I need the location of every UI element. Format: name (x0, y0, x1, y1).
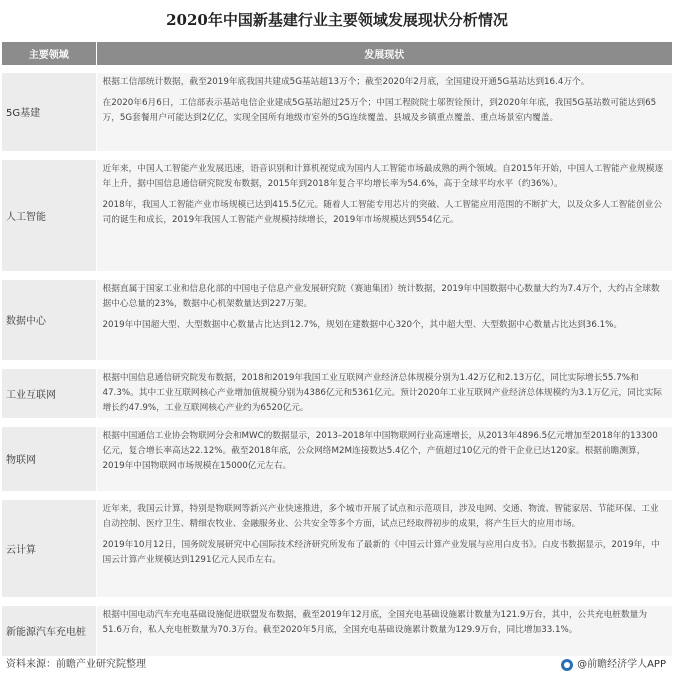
table-row (2, 160, 672, 272)
row-status (96, 500, 672, 598)
row-domain: 云计算 (2, 500, 96, 598)
brand-label: @前瞻经济学人APP (577, 659, 666, 670)
status-paragraph: 2019年中国超大型、大型数据中心数量占比达到12.7%，规划在建数据中心320个，其中超大型、大型数据中心数量占比达到36.1%。 (102, 320, 623, 330)
status-paragraph: 根据工信部统计数据，截至2019年底我国共建成5G基站超13万个；截至2020年2月底，全国建设开通5G基站达到16.4万个。 (102, 77, 590, 87)
row-domain: 人工智能 (2, 160, 96, 272)
row-domain: 5G基建 (2, 73, 96, 151)
row-domain: 新能源汽车充电桩 (2, 606, 96, 656)
status-paragraph: 近年来，我国云计算，特别是物联网等新兴产业快速推进，多个城市开展了试点和示范项目，涉及电网、交通、物流、智能家居、节能环保、工业自动控制、医疗卫生、精细农牧业、金融服务业、公共安全等多个方面，试点已经取得初步的成果，将产生巨大的应用市场。 (102, 503, 659, 529)
row-status (96, 160, 672, 272)
status-paragraph: 近年来，中国人工智能产业发展迅速，语音识别和计算机视觉成为国内人工智能市场最成熟的两个领域。自2015年开始，中国人工智能产业规模逐年上升，据中国信息通信研究院发布数据，2015年到2018年复合平均增长率为54.6%，高于全球平均水平（约36%）。 (102, 163, 664, 189)
row-domain: 物联网 (2, 427, 96, 491)
status-paragraph: 根据直属于国家工业和信息化部的中国电子信息产业发展研究院（赛迪集团）统计数据，2019年中国数据中心数量大约为7.4万个，大约占全球数据中心总量的23%，数据中心机架数量达到227万架。 (102, 284, 660, 309)
table-row (2, 280, 672, 360)
row-status (96, 280, 672, 360)
row-status (96, 369, 672, 419)
row-domain: 工业互联网 (2, 369, 96, 419)
row-status (96, 73, 672, 151)
brand-credit (561, 656, 666, 674)
table-row (2, 427, 672, 491)
status-paragraph: 在2020年6月6日，工信部表示基站电信企业建成5G基站超过25万个；中国工程院院士邬贺铨预计，到2020年年底，我国5G基站数可能达到65万，5G套餐用户可能达到2亿亿，实现全国所有地级市室外的5G连续覆盖、县城及乡镇重点覆盖、重点场景室内覆盖。 (102, 98, 657, 123)
row-domain: 数据中心 (2, 280, 96, 360)
status-table (2, 42, 672, 657)
status-paragraph: 2018年，我国人工智能产业市场规模已达到415.5亿元。随着人工智能专用芯片的突破、人工智能应用范围的不断扩大，以及众多人工智能创业公司的诞生和成长，2019年我国人工智能产业规模持续增长，2019年市场规模达到554亿元。 (102, 199, 663, 225)
table-row (2, 606, 672, 656)
status-paragraph: 根据中国通信工业协会物联网分会和MWC的数据显示，2013–2018年中国物联网行业高速增长，从2013年4896.5亿元增加至2018年的13300亿元，复合增长率高达22.12%。截至2018年底，公众网络M2M连接数达5.4亿个，产值超过10亿元的骨干企业已达120家。根据前瞻测算，2019年中国物联网市场规模在15000亿元左右。 (102, 431, 658, 471)
table-row (2, 500, 672, 598)
row-status (96, 427, 672, 491)
qianzhan-logo-icon (561, 659, 573, 671)
header-domain: 主要领域 (2, 42, 96, 65)
status-paragraph: 根据中国电动汽车充电基础设施促进联盟发布数据，截至2019年12月底，全国充电基础设施累计数量为121.9万台，其中，公共充电桩数量为51.6万台，私人充电桩数量为70.3万台。截至2020年5月底，全国充电基础设施累计数量为129.9万台，同比增加33.1%。 (102, 610, 648, 635)
chart-title: 2020年中国新基建行业主要领域发展现状分析情况 (166, 11, 508, 29)
table-header-row (2, 42, 672, 65)
footer (6, 656, 666, 674)
status-paragraph: 2019年10月12日，国务院发展研究中心国际技术经济研究所发布了最新的《中国云计算产业发展与应用白皮书》。白皮书数据显示，2019年，中国云计算产业规模达到1291亿元人民币左右。 (102, 539, 660, 565)
source-note: 资料来源：前瞻产业研究院整理 (6, 659, 146, 670)
table-row (2, 369, 672, 419)
header-status: 发展现状 (96, 42, 672, 65)
row-status (96, 606, 672, 656)
table-row (2, 73, 672, 151)
status-paragraph: 根据中国信息通信研究院发布数据，2018和2019年我国工业互联网产业经济总体规模分别为1.42万亿和2.13万亿，同比实际增长55.7%和47.3%。其中工业互联网核心产业增加值规模分别为4386亿元和5361亿元。预计2020年工业互联网产业经济总体规模约为3.1万亿元，同比实际增长约47.9%，工业互联网核心产业约为6520亿元。 (102, 372, 662, 413)
